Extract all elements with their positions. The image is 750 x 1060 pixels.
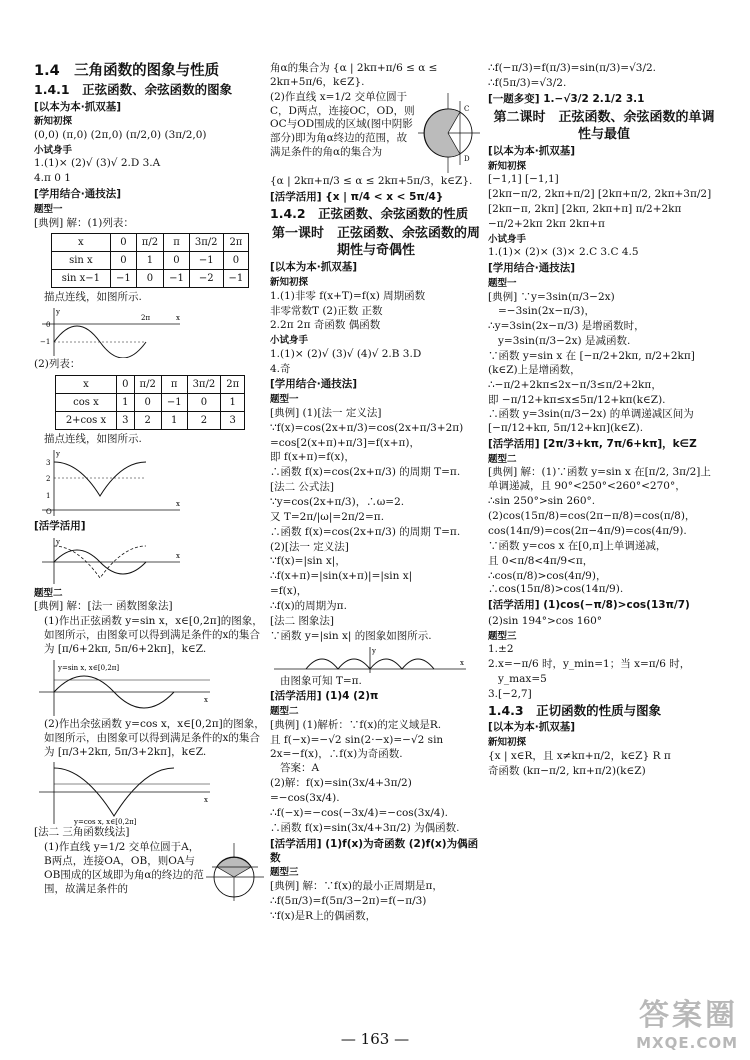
bar-heading: [学用结合·通技法] bbox=[488, 262, 576, 275]
type-heading: 题型一 bbox=[270, 394, 299, 406]
type-heading: 题型二 bbox=[488, 453, 517, 465]
table-cell: −1 bbox=[164, 270, 190, 288]
unit-circle-icon bbox=[204, 841, 266, 903]
answer-line: 2.2π 2π 奇函数 偶函数 bbox=[270, 319, 381, 332]
answer-line: 1.(1)非零 f(x+T)=f(x) 周期函数 bbox=[270, 289, 426, 302]
answer-line: [2kπ−π/2, 2kπ+π/2] [2kπ+π/2, 2kπ+3π/2] bbox=[488, 188, 712, 201]
quiz-line: 4.奇 bbox=[270, 362, 291, 375]
solution-line: 即 −π/12+kπ≤x≤5π/12+kπ(k∈Z). bbox=[488, 393, 666, 406]
table-cell: 3 bbox=[117, 412, 134, 430]
list-label: (2)列表： bbox=[34, 358, 81, 371]
label-xinzhi: 新知初探 bbox=[34, 116, 73, 128]
table-row bbox=[51, 234, 249, 252]
column-right bbox=[488, 62, 720, 780]
solution-line: ∴sin 250°>sin 260°. bbox=[488, 495, 596, 508]
bar-heading: [以本为本·抓双基] bbox=[34, 100, 122, 113]
solution-line: ∵函数 y=sin x 在 [−π/2+2kπ, π/2+2kπ](k∈Z)上是增函数， bbox=[488, 349, 695, 376]
column-left bbox=[34, 62, 266, 903]
quiz-line: 1.(1)× (2)√ (3)√ (4)√ 2.B 3.D bbox=[270, 347, 422, 360]
table-row bbox=[55, 412, 244, 430]
table-cell: sin x−1 bbox=[51, 270, 110, 288]
solution-line: ∴函数 f(x)=cos(2x+π/3) 的周期 T=π. bbox=[270, 525, 461, 538]
table-cell: cos x bbox=[55, 394, 116, 412]
five-points: (0,0) (π,0) (2π,0) (π/2,0) (3π/2,0) bbox=[34, 129, 207, 142]
svg-text:1: 1 bbox=[46, 491, 51, 500]
table-cell: 3π/2 bbox=[187, 376, 221, 394]
lesson-title: 第一课时 正弦函数、余弦函数的周期性与奇偶性 bbox=[271, 225, 480, 259]
solution-line: (2)cos(15π/8)=cos(2π−π/8)=cos(π/8)， bbox=[488, 510, 696, 523]
svg-text:y: y bbox=[56, 308, 60, 317]
graph-label: y=cos x, x∈[0,2π] bbox=[74, 818, 137, 827]
solution-line: =f(x)， bbox=[270, 585, 308, 598]
method-block bbox=[34, 841, 266, 903]
page-number: — 163 — bbox=[340, 1030, 410, 1048]
variation-heading: [一题多变] 1.−√3/2 2.1/2 3.1 bbox=[488, 92, 645, 105]
table-cell: 2π bbox=[223, 234, 249, 252]
example-label: [典例] 解：[法一 函数图象法] bbox=[34, 600, 173, 613]
table-cell: 1 bbox=[117, 394, 134, 412]
graph-label: y=sin x, x∈[0,2π] bbox=[58, 663, 120, 672]
bar-heading: [以本为本·抓双基] bbox=[270, 261, 358, 274]
type-heading: 题型一 bbox=[488, 277, 517, 289]
method-label: [法二 图象法] bbox=[270, 614, 335, 627]
practice-heading: [活学活用] bbox=[34, 519, 86, 532]
svg-text:2: 2 bbox=[46, 474, 51, 483]
quiz-line: 1.(1)× (2)√ (3)√ 2.D 3.A bbox=[34, 157, 161, 170]
answer-line: y_max=5 bbox=[498, 673, 547, 686]
solution-paragraph: (1)作直线 y=1/2 交单位圆于A，B两点，连接OA，OB，则OA与OB围成的区域即为角α的终边的范围，故满足条件的 bbox=[44, 841, 204, 895]
type-heading: 题型二 bbox=[34, 587, 63, 599]
solution-line: 由图象可知 T=π. bbox=[280, 674, 362, 687]
answer-line: 非零常数T (2)正数 正数 bbox=[270, 304, 383, 317]
quiz-line: 1.(1)× (2)× (3)× 2.C 3.C 4.5 bbox=[488, 246, 639, 259]
practice-heading: [活学活用] [2π/3+kπ, 7π/6+kπ]，k∈Z bbox=[488, 438, 697, 451]
solution-line: =−3sin(2x−π/3)， bbox=[498, 305, 595, 318]
solution-line: ∵f(x)是R上的偶函数， bbox=[270, 909, 377, 922]
solution-paragraph: (2)作出余弦函数 y=cos x，x∈[0,2π]的图象，如图所示，由图象可以得到满足条件的x的集合为 [π/3+2kπ, 5π/3+2kπ]，k∈Z. bbox=[44, 717, 265, 758]
solution-line: ∴y=3sin(2x−π/3) 是增函数时， bbox=[488, 320, 645, 333]
solution-line: ∴f(−π/3)=f(π/3)=sin(π/3)=√3/2. bbox=[488, 62, 657, 74]
label-xinzhi: 新知初探 bbox=[270, 277, 309, 289]
table-row bbox=[55, 376, 244, 394]
solution-line: (2)解：f(x)=sin(3x/4+3π/2) bbox=[270, 777, 412, 790]
svg-text:x: x bbox=[176, 314, 180, 323]
table-cell: 2 bbox=[187, 412, 221, 430]
table-cell: π/2 bbox=[134, 376, 161, 394]
table-cell: x bbox=[51, 234, 110, 252]
svg-text:y: y bbox=[372, 646, 376, 655]
table-cell: 0 bbox=[223, 252, 249, 270]
solution-line: ∵函数 y=cos x 在[0,π]上单调递减， bbox=[488, 539, 667, 552]
method-block bbox=[270, 91, 482, 175]
example-label: [典例] ∵y=3sin(π/3−2x) bbox=[488, 290, 615, 303]
solution-line: 答案：A bbox=[280, 762, 320, 775]
type-heading: 题型一 bbox=[34, 203, 63, 215]
table-cell: 2 bbox=[134, 412, 161, 430]
solution-line: ∴f(5π/3)=f(5π/3−2π)=f(−π/3) bbox=[270, 894, 427, 907]
solution-line: ∴cos(π/8)>cos(4π/9)，∴cos(15π/8)>cos(14π/9). bbox=[488, 569, 624, 596]
solution-line: 且 f(−x)=−√2 sin(2·−x)=−√2 sin 2x=−f(x)，∴f(x)为奇函数. bbox=[270, 733, 444, 760]
table-cell: 3 bbox=[221, 412, 245, 430]
plot-note: 描点连线，如图所示. bbox=[44, 433, 142, 446]
table-cell: 1 bbox=[136, 252, 163, 270]
value-table-2 bbox=[55, 375, 245, 430]
label-xinzhi: 新知初探 bbox=[488, 737, 527, 749]
table-cell: −1 bbox=[223, 270, 249, 288]
table-cell: π bbox=[161, 376, 187, 394]
watermark-text: 答案圈 bbox=[639, 998, 738, 1033]
section-title: 1.4.2 正弦函数、余弦函数的性质 bbox=[270, 206, 469, 222]
table-row bbox=[51, 270, 249, 288]
practice-heading: [活学活用] {x | π/4 < x < 5π/4} bbox=[270, 190, 444, 203]
solution-line: ∵函数 y=|sin x| 的图象如图所示. bbox=[270, 629, 432, 642]
solution-line: ∵f(x)=cos(2x+π/3)=cos(2x+π/3+2π) bbox=[270, 421, 464, 434]
plot-note: 描点连线，如图所示. bbox=[44, 291, 142, 304]
table-cell: 0 bbox=[111, 252, 137, 270]
type-heading: 题型三 bbox=[270, 867, 299, 879]
section-title: 1.4.3 正切函数的性质与图象 bbox=[488, 702, 662, 718]
bar-heading: [以本为本·抓双基] bbox=[488, 144, 576, 157]
practice-heading: [活学活用] (1)4 (2)π bbox=[270, 690, 379, 703]
table-cell: −1 bbox=[111, 270, 137, 288]
svg-text:x: x bbox=[204, 796, 208, 805]
column-middle bbox=[270, 62, 482, 925]
practice-heading: [活学活用] (1)f(x)为奇函数 (2)f(x)为偶函数 bbox=[270, 837, 479, 864]
table-cell: 2π bbox=[221, 376, 245, 394]
example-label: [典例] 解：∵f(x)的最小正周期是π， bbox=[270, 879, 443, 892]
solution-set: {α | 2kπ+π/3 ≤ α ≤ 2kπ+5π/3，k∈Z}. bbox=[270, 174, 473, 187]
example-label: [典例] (1)[法一 定义法] bbox=[270, 406, 382, 419]
svg-text:D: D bbox=[464, 154, 470, 163]
svg-text:y: y bbox=[56, 537, 60, 546]
solution-line: ∴−π/2+2kπ≤2x−π/3≤π/2+2kπ， bbox=[488, 378, 662, 391]
answer-line: [−1,1] [−1,1] bbox=[488, 173, 559, 186]
solution-line: ∴f(x)的周期为π. bbox=[270, 600, 347, 613]
bar-heading: [以本为本·抓双基] bbox=[488, 721, 576, 734]
answer-line: 2.x=−π/6 时，y_min=1；当 x=π/6 时， bbox=[488, 658, 691, 671]
table-cell: 0 bbox=[164, 252, 190, 270]
svg-text:x: x bbox=[176, 499, 180, 508]
value-table-1 bbox=[51, 233, 250, 288]
table-cell: 0 bbox=[134, 394, 161, 412]
graph-sin-minus-one bbox=[34, 306, 184, 358]
solution-line: 即 f(x+π)=f(x)， bbox=[270, 451, 355, 464]
bar-heading: [学用结合·通技法] bbox=[270, 378, 358, 391]
table-row bbox=[55, 394, 244, 412]
method-label: (2)[法一 定义法] bbox=[270, 540, 349, 553]
table-cell: −1 bbox=[161, 394, 187, 412]
graph-cos-x bbox=[34, 760, 214, 826]
graph-abs-sin bbox=[270, 645, 470, 675]
solution-line: 且 0<π/8<4π/9<π， bbox=[488, 554, 594, 567]
type-heading: 题型三 bbox=[488, 630, 517, 642]
solution-line: ∴函数 f(x)=cos(2x+π/3) 的周期 T=π. bbox=[270, 466, 461, 479]
method-label: [法二 三角函数线法] bbox=[34, 826, 130, 839]
table-cell: 2+cos x bbox=[55, 412, 116, 430]
quiz-line: 4.π 0 1 bbox=[34, 172, 71, 185]
example-label: [典例] (1)解析：∵f(x)的定义域是R. bbox=[270, 718, 442, 731]
solution-line: ∴f(−x)=−cos(−3x/4)=−cos(3x/4). bbox=[270, 807, 449, 820]
table-cell: 3π/2 bbox=[189, 234, 223, 252]
answer-line: 3.[−2,7] bbox=[488, 688, 532, 701]
answer-line: 奇函数 (kπ−π/2, kπ+π/2)(k∈Z) bbox=[488, 764, 646, 777]
table-cell: 1 bbox=[221, 394, 245, 412]
svg-text:3: 3 bbox=[46, 458, 51, 467]
solution-paragraph: (1)作出正弦函数 y=sin x，x∈[0,2π]的图象，如图所示，由图象可以得到满足条件的x的集合为 [π/6+2kπ, 5π/6+2kπ]，k∈Z. bbox=[44, 615, 263, 655]
answer-line: {x | x∈R，且 x≠kπ+π/2，k∈Z} R π bbox=[488, 749, 671, 762]
svg-text:O: O bbox=[46, 507, 52, 516]
graph-2-plus-cos bbox=[34, 448, 184, 518]
lesson-title: 第二课时 正弦函数、余弦函数的单调性与最值 bbox=[493, 109, 715, 142]
graph-practice bbox=[34, 536, 184, 586]
chapter-title: 1.4 三角函数的图象与性质 bbox=[34, 63, 220, 79]
svg-text:C: C bbox=[464, 104, 470, 113]
watermark-url: MXQE.COM bbox=[636, 1034, 738, 1052]
solution-line: cos(14π/9)=cos(2π−4π/9)=cos(4π/9). bbox=[488, 524, 687, 537]
type-heading: 题型二 bbox=[270, 706, 299, 718]
solution-paragraph: 角α的集合为 {α | 2kπ+π/6 ≤ α ≤ 2kπ+5π/6，k∈Z}. bbox=[270, 62, 438, 88]
solution-paragraph: (2)作直线 x=1/2 交单位圆于C，D两点，连接OC，OD，则OC与OD围成的区域(图中阴影部分)即为角α终边的范围，故满足条件的角α的集合为 bbox=[270, 90, 415, 159]
solution-line: ∴f(x+π)=|sin(x+π)|=|sin x| bbox=[270, 570, 413, 583]
svg-text:2π: 2π bbox=[141, 314, 151, 323]
solution-line: ∵y=cos(2x+π/3)，∴ω=2. bbox=[270, 496, 405, 509]
example-label: [典例] 解：(1)列表： bbox=[34, 216, 134, 229]
label-xinzhi: 新知初探 bbox=[488, 160, 527, 172]
svg-text:y: y bbox=[56, 449, 60, 458]
table-cell: −1 bbox=[189, 252, 223, 270]
svg-text:x: x bbox=[204, 695, 208, 704]
table-row bbox=[51, 252, 249, 270]
solution-line: (2)sin 194°>cos 160° bbox=[488, 615, 603, 628]
watermark-logo bbox=[636, 990, 738, 1052]
table-cell: π/2 bbox=[136, 234, 163, 252]
table-cell: 0 bbox=[111, 234, 137, 252]
answer-line: [2kπ−π, 2kπ] [2kπ, 2kπ+π] π/2+2kπ bbox=[488, 203, 682, 215]
solution-line: =cos[2(x+π)+π/3]=f(x+π)， bbox=[270, 436, 420, 449]
bar-heading: [学用结合·通技法] bbox=[34, 188, 122, 201]
label-shishou: 小试身手 bbox=[34, 144, 73, 156]
method-label: [法二 公式法] bbox=[270, 481, 335, 494]
svg-text:x: x bbox=[460, 658, 464, 667]
solution-line: y=3sin(π/3−2x) 是减函数. bbox=[498, 335, 631, 348]
svg-text:−1: −1 bbox=[40, 338, 51, 347]
answer-line: −π/2+2kπ 2kπ 2kπ+π bbox=[488, 217, 605, 230]
solution-line: ∴函数 y=3sin(π/3−2x) 的单调递减区间为 [−π/12+kπ, 5π/12+kπ](k∈Z). bbox=[488, 408, 694, 435]
table-cell: x bbox=[55, 376, 116, 394]
practice-heading: [活学活用] (1)cos(−π/8)>cos(13π/7) bbox=[488, 599, 690, 612]
label-shishou: 小试身手 bbox=[488, 233, 527, 245]
table-cell: 1 bbox=[161, 412, 187, 430]
solution-line: ∴f(5π/3)=√3/2. bbox=[488, 76, 567, 89]
table-cell: π bbox=[164, 234, 190, 252]
label-shishou: 小试身手 bbox=[270, 335, 309, 347]
solution-line: ∵f(x)=|sin x|， bbox=[270, 555, 346, 568]
svg-text:x: x bbox=[176, 551, 180, 560]
table-cell: 0 bbox=[187, 394, 221, 412]
table-cell: sin x bbox=[51, 252, 110, 270]
example-label: [典例] 解：(1)∵函数 y=sin x 在[π/2, 3π/2]上单调递减，且 90°<250°<260°<270°， bbox=[488, 466, 711, 493]
table-cell: 0 bbox=[136, 270, 163, 288]
unit-circle-icon bbox=[416, 91, 482, 175]
answer-line: 1.±2 bbox=[488, 643, 514, 656]
solution-line: ∴函数 f(x)=sin(3x/4+3π/2) 为偶函数. bbox=[270, 821, 460, 834]
solution-line: 又 T=2π/|ω|=2π/2=π. bbox=[270, 510, 385, 523]
svg-text:0: 0 bbox=[46, 321, 51, 330]
section-title: 1.4.1 正弦函数、余弦函数的图象 bbox=[34, 82, 233, 98]
solution-line: =−cos(3x/4). bbox=[270, 792, 340, 805]
table-cell: 0 bbox=[117, 376, 134, 394]
graph-sin-x bbox=[34, 658, 214, 718]
table-cell: −2 bbox=[189, 270, 223, 288]
